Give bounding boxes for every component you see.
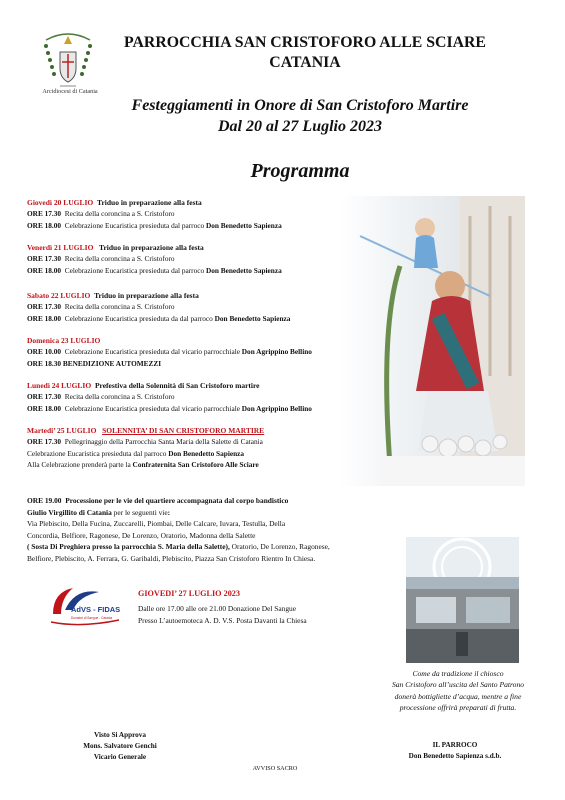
day-label: Lunedì 24 LUGLIO <box>27 381 92 390</box>
schedule-day-20 <box>27 197 282 231</box>
day-title: Triduo in preparazione alla festa <box>94 291 199 300</box>
celebrant-name: Don Benedetto Sapienza <box>214 313 291 323</box>
day-title: Triduo in preparazione alla festa <box>97 198 202 207</box>
procession-streets: Concordia, Belfiore, Ragonese, De Lorenzo, Oratorio, Madonna della Salette <box>27 530 256 540</box>
event-text: Celebrazione Eucaristica presieduta dal parroco <box>64 265 206 275</box>
event-text: Recita della coroncina a S. Cristoforo <box>64 209 175 219</box>
time-label: ORE 17.30 <box>27 302 62 312</box>
schedule-day-21 <box>27 242 282 276</box>
parish-title: PARROCCHIA SAN CRISTOFORO ALLE SCIARE <box>124 34 486 51</box>
celebrant-name: Don Benedetto Sapienza <box>205 265 282 275</box>
priest-role: IL PARROCO <box>432 741 478 749</box>
schedule-day-22 <box>27 290 290 324</box>
kiosk-photo <box>406 537 519 663</box>
celebrant-name: Don Agrippino Bellino <box>241 347 312 357</box>
prayer-stop: ( Sosta Di Preghiera presso la parrocchia S. Maria della Salette), <box>27 542 230 552</box>
time-label: ORE 18.30 <box>27 358 62 368</box>
advs-fidas-logo <box>47 584 123 626</box>
archdiocese-caption: Arcidiocesi di Catania <box>42 88 98 95</box>
approval-label: Visto Si Approva <box>94 731 146 739</box>
event-text: Celebrazione Eucaristica presieduta da dal parroco <box>64 313 215 323</box>
archdiocese-crest-icon <box>40 30 96 96</box>
time-label: ORE 17.30 <box>27 254 62 264</box>
day-title: Prefestiva della Solennità di San Cristoforo martire <box>94 381 260 390</box>
logo-subtext: Donatori di Sangue - Catania <box>71 616 113 620</box>
solemnity-title: SOLENNITA’ DI SAN CRISTOFORO MARTIRE <box>102 426 265 435</box>
day-label: Domenica 23 LUGLIO <box>27 336 101 345</box>
day-label: Venerdì 21 LUGLIO <box>27 243 94 252</box>
day-label: Sabato 22 LUGLIO <box>27 291 91 300</box>
time-label: ORE 17.30 <box>27 437 62 447</box>
parish-city: CATANIA <box>269 54 341 71</box>
programma-heading: Programma <box>250 160 350 182</box>
note-line: Come da tradizione il chiosco <box>412 669 504 678</box>
day-label: Martedi’ 25 LUGLIO <box>27 426 97 435</box>
procession-section <box>27 495 367 565</box>
priest-name: Don Benedetto Sapienza s.d.b. <box>408 752 502 760</box>
note-line: donerà bottigliette d’acqua, mentre a fine <box>394 691 522 701</box>
logo-text: AdVS - FIDAS <box>71 605 121 614</box>
day-title: Triduo in preparazione alla festa <box>99 243 204 252</box>
event-text: Recita della coroncina a S. Cristoforo <box>64 392 175 402</box>
procession-streets: Oratorio, De Lorenzo, Ragonese, <box>229 542 330 552</box>
blood-donation-hours: Dalle ore 17.00 alle ore 21.00 Donazione Del Sangue <box>138 604 297 613</box>
event-text: Celebrazione Eucaristica presieduta dal parroco <box>27 448 169 458</box>
festival-title: Festeggiamenti in Onore di San Cristoforo Martire <box>131 97 469 114</box>
event-text: Celebrazione Eucaristica presieduta dal parroco <box>64 220 206 230</box>
blood-donation-date: GIOVEDI’ 27 LUGLIO 2023 <box>138 589 240 598</box>
event-text: Recita della coroncina a S. Cristoforo <box>64 254 175 264</box>
parish-priest-block <box>380 740 530 762</box>
approver-role: Vicario Generale <box>93 753 147 761</box>
event-text: Celebrazione Eucaristica presieduta dal vicario parrocchiale <box>64 347 242 357</box>
procession-streets: Via Plebiscito, Della Fucina, Zuccarelli, Piombai, Delle Calcare, Iuvara, Testulla, Della <box>27 519 286 529</box>
approval-block <box>40 730 200 763</box>
event-text: BENEDIZIONE AUTOMEZZI <box>62 358 162 368</box>
time-label: ORE 18.00 <box>27 403 62 413</box>
time-label: ORE 19.00 <box>27 496 62 505</box>
festival-dates: Dal 20 al 27 Luglio 2023 <box>217 118 382 135</box>
note-line: San Cristoforo all’uscita del Santo Patrono <box>391 680 525 690</box>
event-text: Pellegrinaggio della Parrocchia Santa Maria della Salette di Catania <box>64 437 263 447</box>
schedule-day-24 <box>27 380 312 414</box>
event-text: Recita della coroncina a S. Cristoforo <box>64 302 175 312</box>
time-label: ORE 10.00 <box>27 347 62 357</box>
procession-colon: : <box>167 507 171 517</box>
time-label: ORE 18.00 <box>27 265 62 275</box>
celebrant-name: Don Agrippino Bellino <box>241 403 312 413</box>
event-text: Celebrazione Eucaristica presieduta dal vicario parrocchiale <box>64 403 242 413</box>
note-line: processione offrirà preparati di frutta. <box>399 702 517 712</box>
time-label: ORE 18.00 <box>27 313 62 323</box>
celebrant-name: Don Benedetto Sapienza <box>205 220 282 230</box>
confraternity-name: Confraternita San Cristoforo Alle Sciare <box>132 459 259 469</box>
time-label: ORE 17.30 <box>27 209 62 219</box>
sacred-notice: AVVISO SACRO <box>252 765 298 772</box>
day-label: Giovedì 20 LUGLIO <box>27 198 94 207</box>
schedule-day-23 <box>27 335 312 369</box>
schedule-day-25 <box>27 425 264 470</box>
procession-title: Processione per le vie del quartiere accompagnata dal corpo bandistico <box>65 496 289 505</box>
blood-donation-location: Presso L’autoemoteca A. D. V.S. Posta Davanti la Chiesa <box>138 616 307 625</box>
approver-name: Mons. Salvatore Genchi <box>83 742 157 750</box>
band-name: Giulio Virgillito di Catania <box>27 507 112 517</box>
event-text: Alla Celebrazione prenderà parte la <box>27 459 133 469</box>
celebrant-name: Don Benedetto Sapienza <box>168 448 245 458</box>
procession-streets: Belfiore, Plebiscito, A. Ferrara, G. Garibaldi, Plebiscito, Piazza San Cristoforo Rientro In Chiesa. <box>27 553 316 563</box>
kiosk-tradition-note <box>352 668 564 713</box>
saint-statue-image <box>340 196 525 486</box>
time-label: ORE 17.30 <box>27 392 62 402</box>
procession-intro: per le seguenti vie <box>111 507 168 517</box>
time-label: ORE 18.00 <box>27 220 62 230</box>
